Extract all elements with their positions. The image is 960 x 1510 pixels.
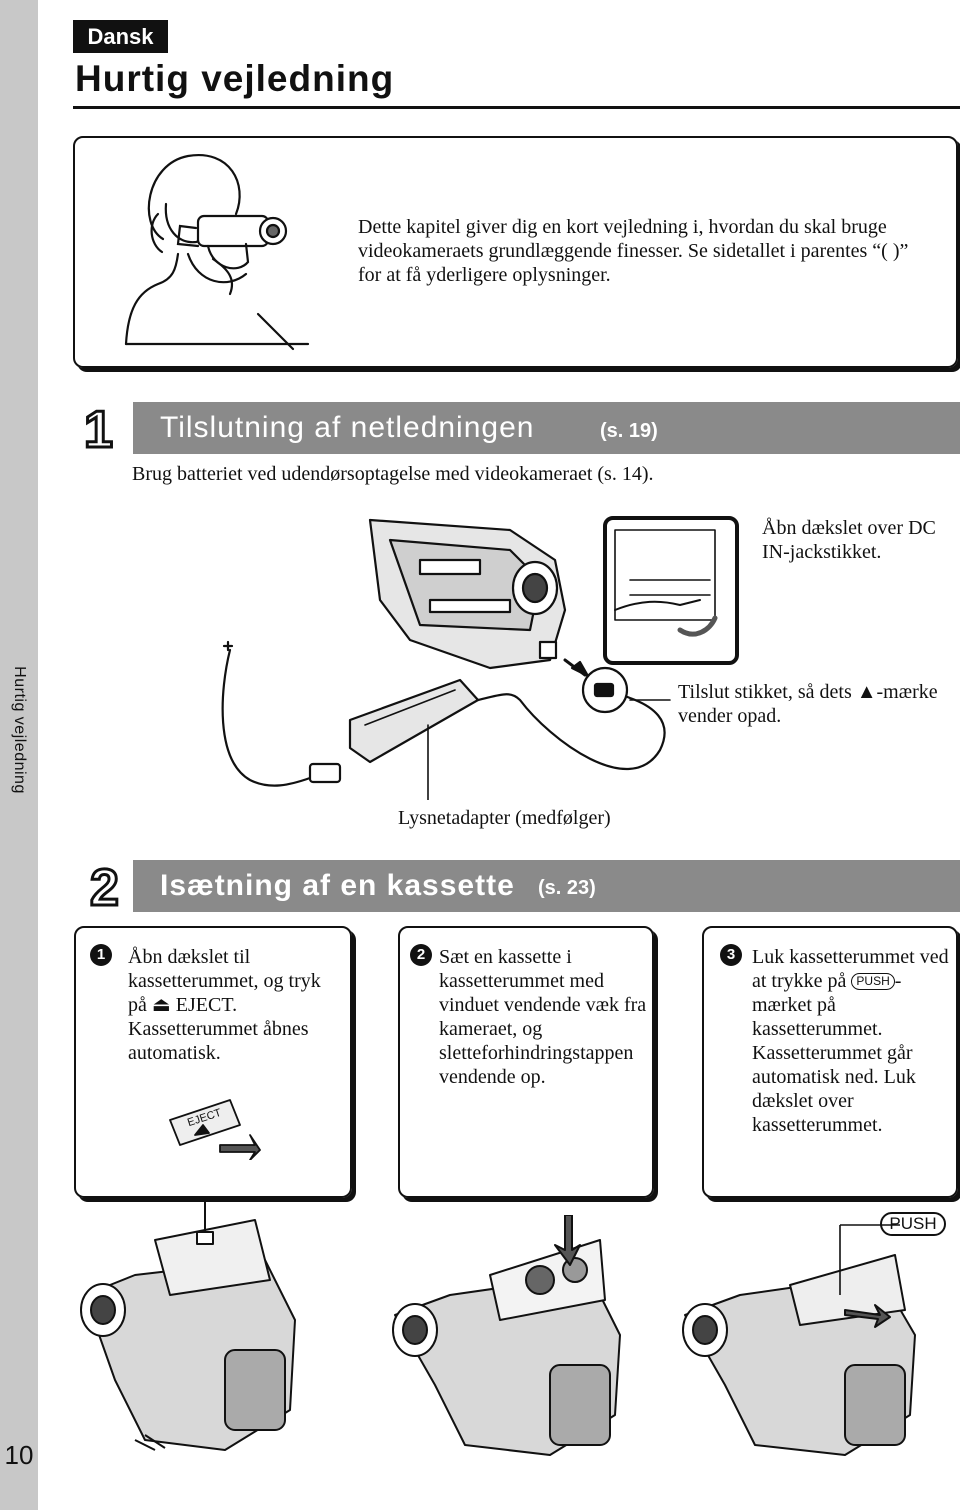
page-title: Hurtig vejledning <box>75 58 395 99</box>
step2-ref: (s. 23) <box>538 877 596 899</box>
language-badge: Dansk <box>73 20 168 53</box>
step2-number: 2 <box>90 859 119 917</box>
title-rule <box>73 106 960 109</box>
push-badge: PUSH <box>880 1212 946 1236</box>
callout-adapter: Lysnetadapter (medfølger) <box>398 807 611 829</box>
power-connection-illustration <box>210 500 750 800</box>
substep-2-number: 2 <box>410 944 432 966</box>
step2-title: Isætning af en kassette <box>160 869 515 902</box>
step1-note: Brug batteriet ved udendørsoptagelse med videokameraet (s. 14). <box>132 463 654 485</box>
page-number: 10 <box>4 1440 34 1470</box>
camcorder-close-cassette-illustration <box>680 1215 940 1460</box>
substep-2-text: Sæt en kassette i kassetterummet med vinduet vendende væk fra kameraet, og sletteforhindringstappen vendende op. <box>439 946 647 1088</box>
substep-3-text <box>752 945 952 1137</box>
eject-label: EJECT <box>185 1106 223 1130</box>
substep-3-text-b: -mærket på kassetterummet. Kassetterummet går automatisk ned. Luk dækslet over kassetterummet. <box>752 970 916 1136</box>
substep-1-number: 1 <box>90 944 112 966</box>
step1-number: 1 <box>84 401 113 459</box>
side-tab-label: Hurtig vejledning <box>11 666 28 794</box>
substep-3-number: 3 <box>720 944 742 966</box>
camcorder-open-illustration <box>75 1200 305 1460</box>
camcorder-insert-cassette-illustration <box>390 1215 640 1460</box>
step1-title: Tilslutning af netledningen <box>160 411 535 444</box>
callout-plug: Tilslut stikket, så dets ▲-mærke vender opad. <box>678 681 938 727</box>
intro-text: Dette kapitel giver dig en kort vejledning i, hvordan du skal bruge videokameraets grundlæggende finesser. Se sidetallet i parentes “( )” for at få yderligere oplysninger. <box>358 216 909 286</box>
substep-1-text: Åbn dækslet til kassetterummet, og tryk på ⏏ EJECT. Kassetterummet åbnes automatisk. <box>128 946 321 1064</box>
callout-open-cover: Åbn dækslet over DC IN-jackstikket. <box>762 517 936 563</box>
push-mark-inline: PUSH <box>851 973 894 990</box>
person-with-camcorder-illustration <box>118 144 318 359</box>
substep-3-text-a: Luk kassetterummet ved at trykke på <box>752 946 949 992</box>
step1-ref: (s. 19) <box>600 420 658 442</box>
